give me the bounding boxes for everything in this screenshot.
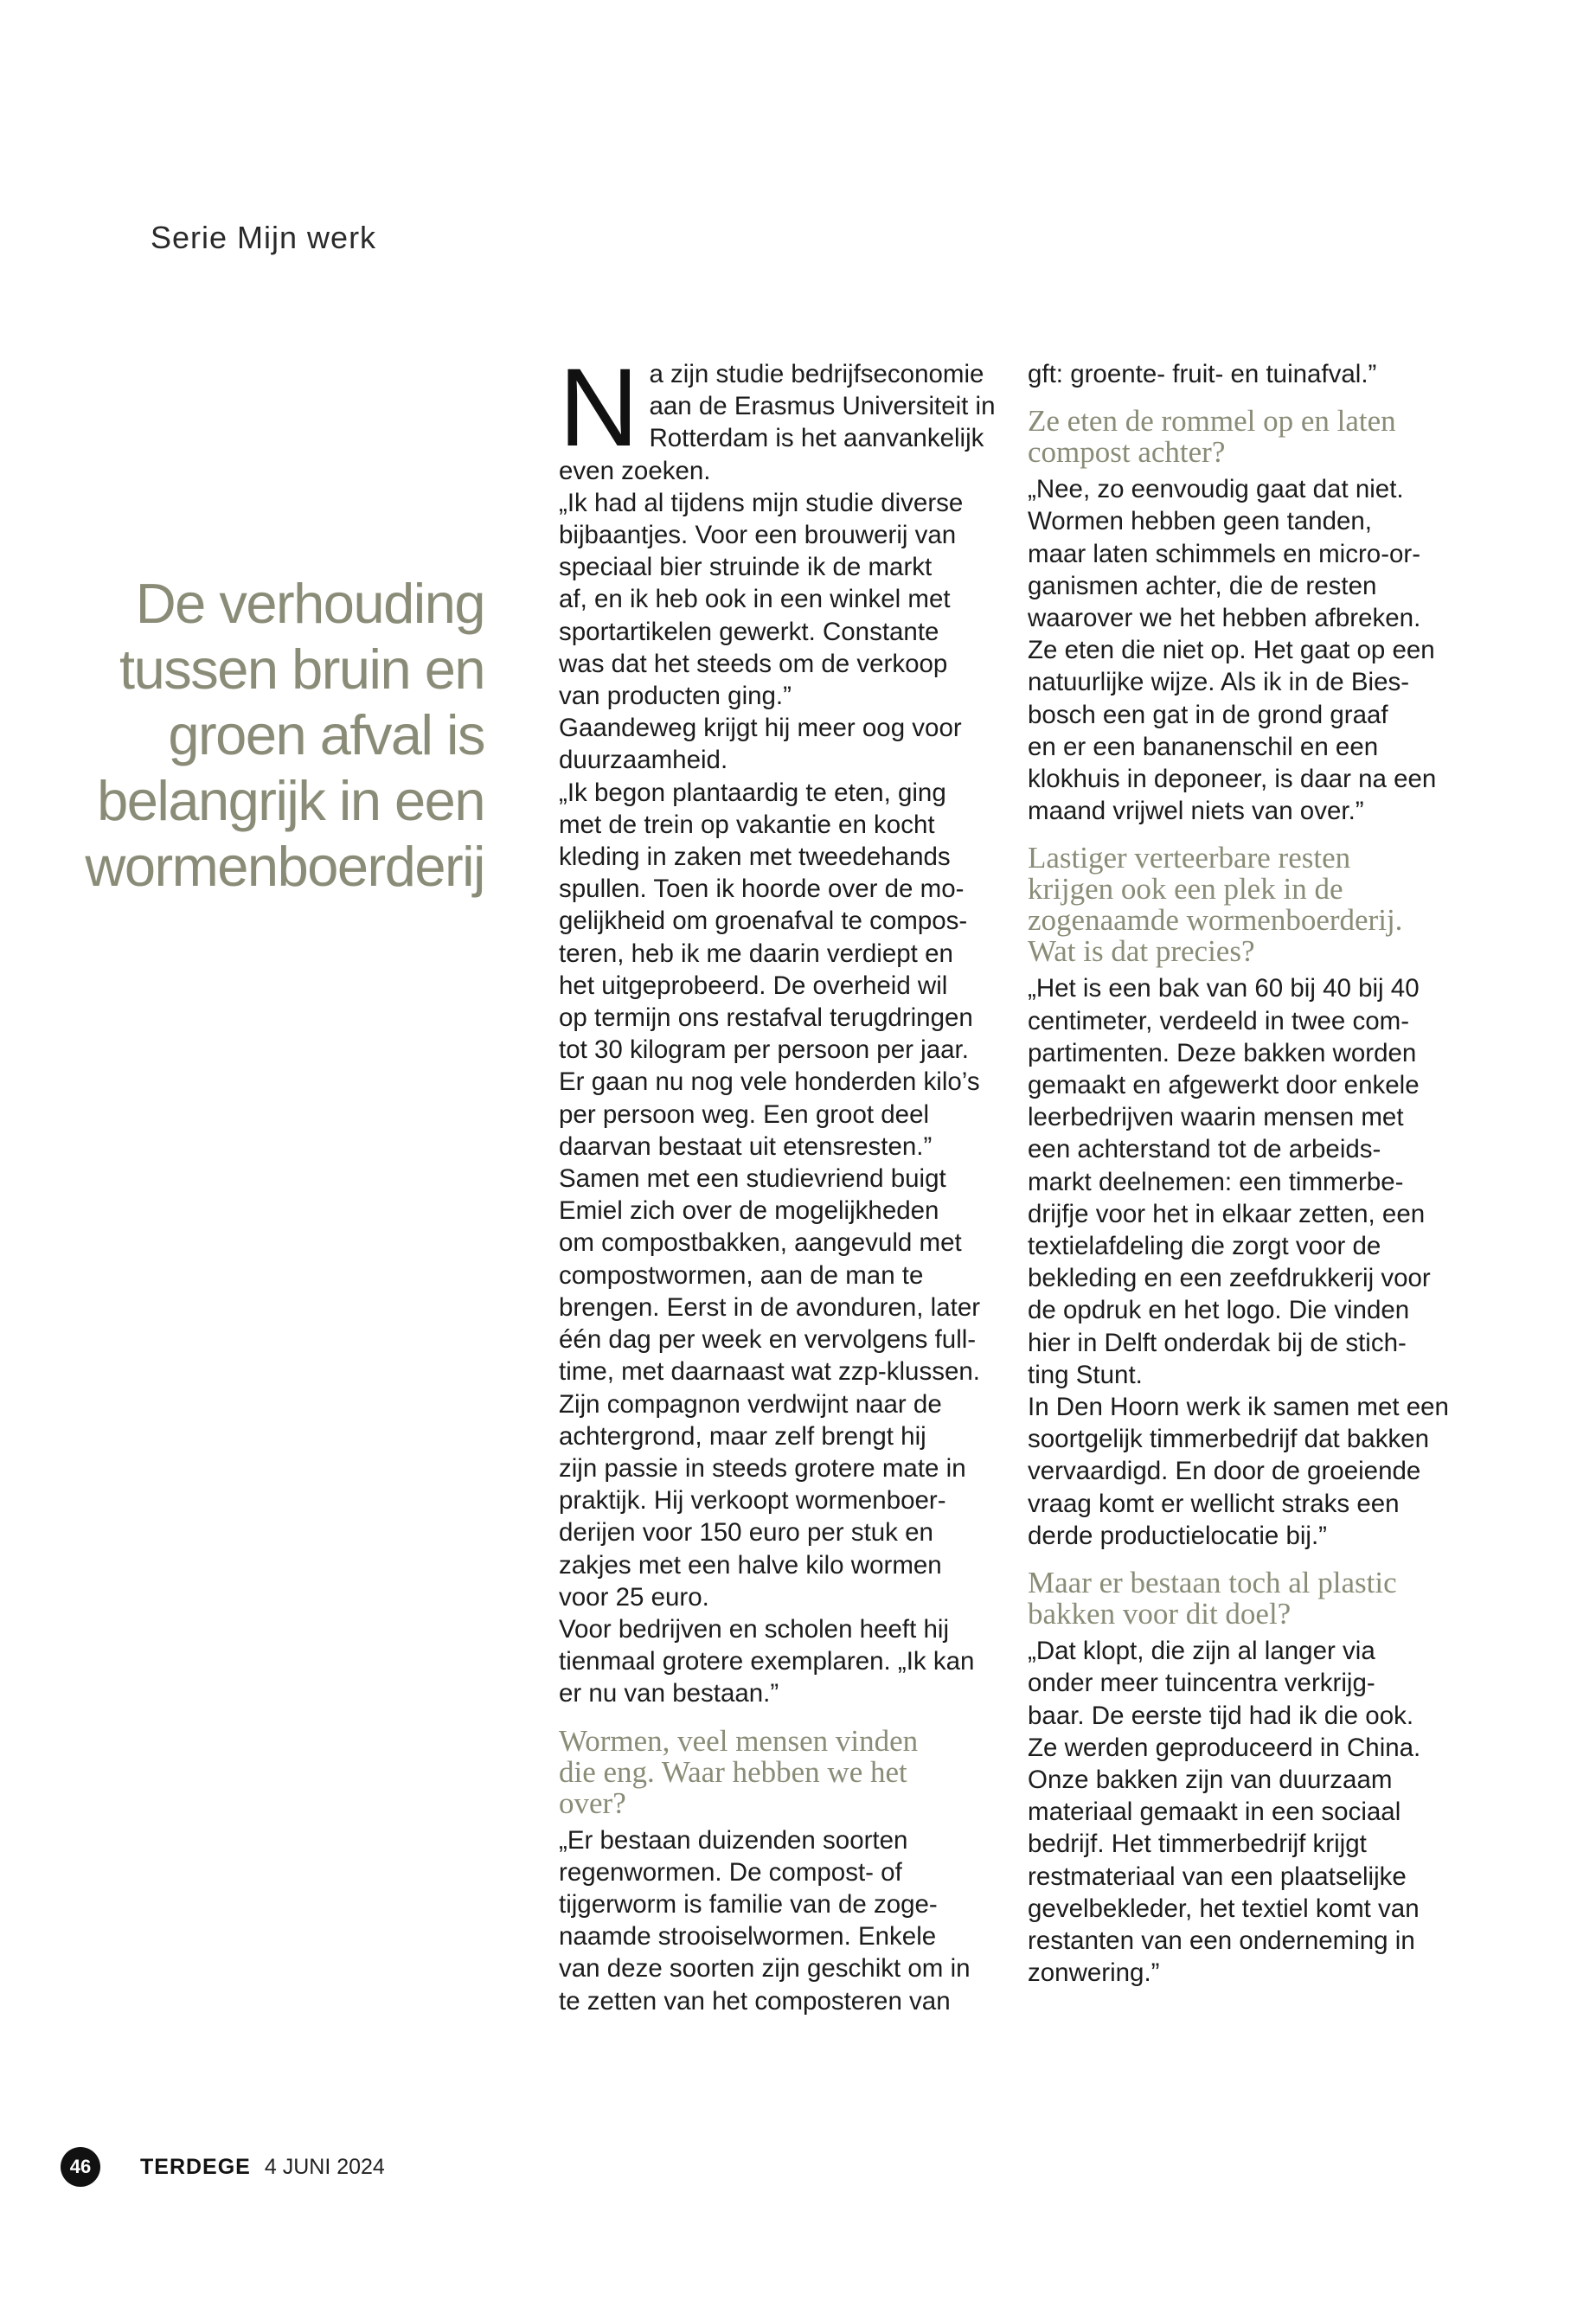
text-line: naamde strooiselwormen. Enkele (559, 1922, 937, 1952)
issue-date: 4 JUNI 2024 (264, 2154, 385, 2179)
series-label: Serie Mijn werk (151, 220, 377, 255)
text-line: compostwormen, aan de man te (559, 1260, 924, 1290)
text-line: Ze eten de rommel op en laten (1028, 404, 1396, 439)
article-column-1 (559, 346, 996, 2017)
body-text (1028, 1635, 1477, 1989)
text-line: één dag per week en vervolgens full- (559, 1325, 977, 1355)
text-line: „Ik had al tijdens mijn studie diverse (559, 488, 964, 517)
text-line: Voor bedrijven en scholen heeft hij (559, 1614, 949, 1644)
text-line: Zijn compagnon verdwijnt naar de (559, 1389, 942, 1419)
magazine-name: TERDEGE (140, 2154, 251, 2179)
body-text (559, 455, 991, 1710)
text-line: Ze werden geproduceerd in China. (1028, 1733, 1421, 1762)
text-line: Gaandeweg krijgt hij meer oog voor (559, 714, 962, 743)
text-line: materiaal gemaakt in een sociaal (1028, 1798, 1401, 1827)
text-line: tienmaal grotere exemplaren. „Ik kan (559, 1647, 975, 1676)
text-line: krijgen ook een plek in de (1028, 872, 1343, 907)
text-line: zijn passie in steeds grotere mate in (559, 1453, 966, 1483)
text-line: de opdruk en het logo. Die vinden (1028, 1296, 1410, 1325)
text-line: ting Stunt. (1028, 1360, 1143, 1389)
text-line: soortgelijk timmerbedrijf dat bakken (1028, 1425, 1430, 1454)
text-line: drijfje voor het in elkaar zetten, een (1028, 1199, 1426, 1228)
text-line: a zijn studie bedrijfseconomie (649, 360, 984, 388)
pull-quote (52, 571, 484, 900)
text-line: bosch een gat in de grond graaf (1028, 700, 1388, 729)
text-line: Onze bakken zijn van duurzaam (1028, 1765, 1393, 1794)
text-line: ganismen achter, die de resten (1028, 571, 1377, 600)
text-line: maar laten schimmels en micro-or- (1028, 539, 1421, 568)
text-line: baar. De eerste tijd had ik die ook. (1028, 1701, 1414, 1730)
text-line: compost achter? (1028, 435, 1226, 470)
text-line: gevelbekleder, het textiel komt van (1028, 1894, 1420, 1923)
text-line: zogenaamde wormenboerderij. (1028, 903, 1403, 938)
text-line: bakken voor dit doel? (1028, 1597, 1292, 1631)
text-line: derde productielocatie bij.” (1028, 1521, 1328, 1550)
text-line: af, en ik heb ook in een winkel met (559, 585, 951, 614)
text-line: leerbedrijven waarin mensen met (1028, 1103, 1404, 1132)
page-number-badge: 46 (61, 2147, 100, 2187)
text-line: bijbaantjes. Voor een brouwerij van (559, 521, 957, 550)
text-line: onder meer tuincentra verkrijg- (1028, 1669, 1375, 1698)
text-line: was dat het steeds om de verkoop (559, 649, 948, 678)
text-line: praktijk. Hij verkoopt wormenboer- (559, 1486, 946, 1516)
text-line: tijgerworm is familie van de zoge- (559, 1889, 938, 1919)
text-line: er nu van bestaan.” (559, 1679, 779, 1708)
text-line: aan de Erasmus Universiteit in (649, 392, 996, 421)
text-line: bedrijf. Het timmerbedrijf krijgt (1028, 1830, 1367, 1859)
text-line: teren, heb ik me daarin verdiept en (559, 939, 953, 968)
body-text (1028, 473, 1477, 827)
text-line: „Dat klopt, die zijn al langer via (1028, 1637, 1375, 1666)
text-line: gft: groente- fruit- en tuinafval.” (1028, 360, 1377, 388)
question-heading (1028, 1567, 1477, 1630)
text-line: Emiel zich over de mogelijkheden (559, 1196, 939, 1226)
text-line: even zoeken. (559, 456, 711, 485)
text-line: Ze eten die niet op. Het gaat op een (1028, 636, 1435, 665)
text-line: textielafdeling die zorgt voor de (1028, 1232, 1381, 1261)
text-line: sportartikelen gewerkt. Constante (559, 617, 939, 646)
text-line: Maar er bestaan toch al plastic (1028, 1566, 1397, 1600)
body-text (559, 1824, 991, 2017)
text-line: time, met daarnaast wat zzp-klussen. (559, 1357, 980, 1387)
drop-cap: N (559, 346, 639, 470)
text-line: „Nee, zo eenvoudig gaat dat niet. (1028, 475, 1404, 504)
text-line: markt deelnemen: een timmerbe- (1028, 1167, 1404, 1196)
text-line: om compostbakken, aangevuld met (559, 1228, 962, 1258)
text-line: In Den Hoorn werk ik samen met een (1028, 1393, 1449, 1422)
text-line: over? (559, 1785, 626, 1820)
text-line: derijen voor 150 euro per stuk en (559, 1518, 933, 1548)
pull-quote-line: tussen bruin en (119, 638, 484, 701)
text-line: duurzaamheid. (559, 746, 728, 775)
text-line: met de trein op vakantie en kocht (559, 810, 935, 839)
text-line: speciaal bier struinde ik de markt (559, 553, 933, 582)
text-line: tot 30 kilogram per persoon per jaar. (559, 1035, 969, 1065)
pull-quote-line: De verhouding (135, 572, 484, 635)
text-line: bekleding en een zeefdrukkerij voor (1028, 1264, 1431, 1293)
text-line: Wormen, veel mensen vinden (559, 1723, 919, 1758)
question-heading (559, 1723, 991, 1820)
question-heading (1028, 843, 1477, 967)
text-line: klokhuis in deponeer, is daar na een (1028, 765, 1437, 794)
text-line: restmateriaal van een plaatselijke (1028, 1862, 1407, 1891)
text-line: en er een bananenschil en een (1028, 732, 1379, 761)
text-line: „Het is een bak van 60 bij 40 bij 40 (1028, 974, 1420, 1003)
text-line: restanten van een onderneming in (1028, 1926, 1415, 1955)
text-line: daarvan bestaat uit etensresten.” (559, 1131, 933, 1161)
text-line: van deze soorten zijn geschikt om in (559, 1954, 971, 1984)
text-line: per persoon weg. Een groot deel (559, 1099, 930, 1129)
intro-paragraph (559, 346, 996, 470)
text-line: vervaardigd. En door de groeiende (1028, 1457, 1421, 1486)
text-line: regenwormen. De compost- of (559, 1857, 902, 1887)
text-line: voor 25 euro. (559, 1582, 709, 1612)
text-line: Rotterdam is het aanvankelijk (649, 424, 984, 453)
text-line: een achterstand tot de arbeids- (1028, 1135, 1381, 1164)
text-line: natuurlijke wijze. Als ik in de Bies- (1028, 668, 1410, 697)
text-line: „Ik begon plantaardig te eten, ging (559, 778, 946, 807)
text-line: Wat is dat precies? (1028, 934, 1255, 969)
text-line: van producten ging.” (559, 682, 792, 711)
text-line: Wormen hebben geen tanden, (1028, 507, 1373, 536)
text-line: Er gaan nu nog vele honderden kilo’s (559, 1067, 980, 1097)
text-line: te zetten van het composteren van (559, 1986, 951, 2016)
body-text (1028, 972, 1477, 1552)
text-line: maand vrijwel niets van over.” (1028, 797, 1364, 826)
text-line: spullen. Toen ik hoorde over de mo- (559, 875, 965, 904)
text-line: brengen. Eerst in de avonduren, later (559, 1292, 981, 1322)
question-heading (1028, 406, 1477, 468)
pull-quote-line: belangrijk in een (97, 769, 484, 832)
text-line: gelijkheid om groenafval te compos- (559, 907, 968, 936)
text-line: centimeter, verdeeld in twee com- (1028, 1006, 1410, 1035)
article-column-2 (1028, 358, 1477, 1989)
text-line: Samen met een studievriend buigt (559, 1164, 946, 1194)
pull-quote-line: groen afval is (168, 703, 484, 766)
text-line: vraag komt er wellicht straks een (1028, 1489, 1400, 1518)
pull-quote-line: wormenboerderij (85, 835, 484, 898)
text-line: achtergrond, maar zelf brengt hij (559, 1421, 926, 1451)
text-line: „Er bestaan duizenden soorten (559, 1825, 908, 1855)
text-line: Lastiger verteerbare resten (1028, 841, 1351, 875)
text-line: kleding in zaken met tweedehands (559, 843, 951, 872)
body-text (1028, 358, 1477, 390)
text-line: hier in Delft onderdak bij de stich- (1028, 1328, 1407, 1357)
page-footer (61, 2145, 385, 2189)
text-line: het uitgeprobeerd. De overheid wil (559, 971, 948, 1000)
text-line: op termijn ons restafval terugdringen (559, 1003, 973, 1033)
text-line: zakjes met een halve kilo wormen (559, 1550, 942, 1580)
text-line: partimenten. Deze bakken worden (1028, 1038, 1417, 1067)
text-line: die eng. Waar hebben we het (559, 1754, 907, 1789)
text-line: gemaakt en afgewerkt door enkele (1028, 1071, 1420, 1100)
text-line: zonwering.” (1028, 1958, 1160, 1988)
text-line: waarover we het hebben afbreken. (1028, 604, 1421, 633)
